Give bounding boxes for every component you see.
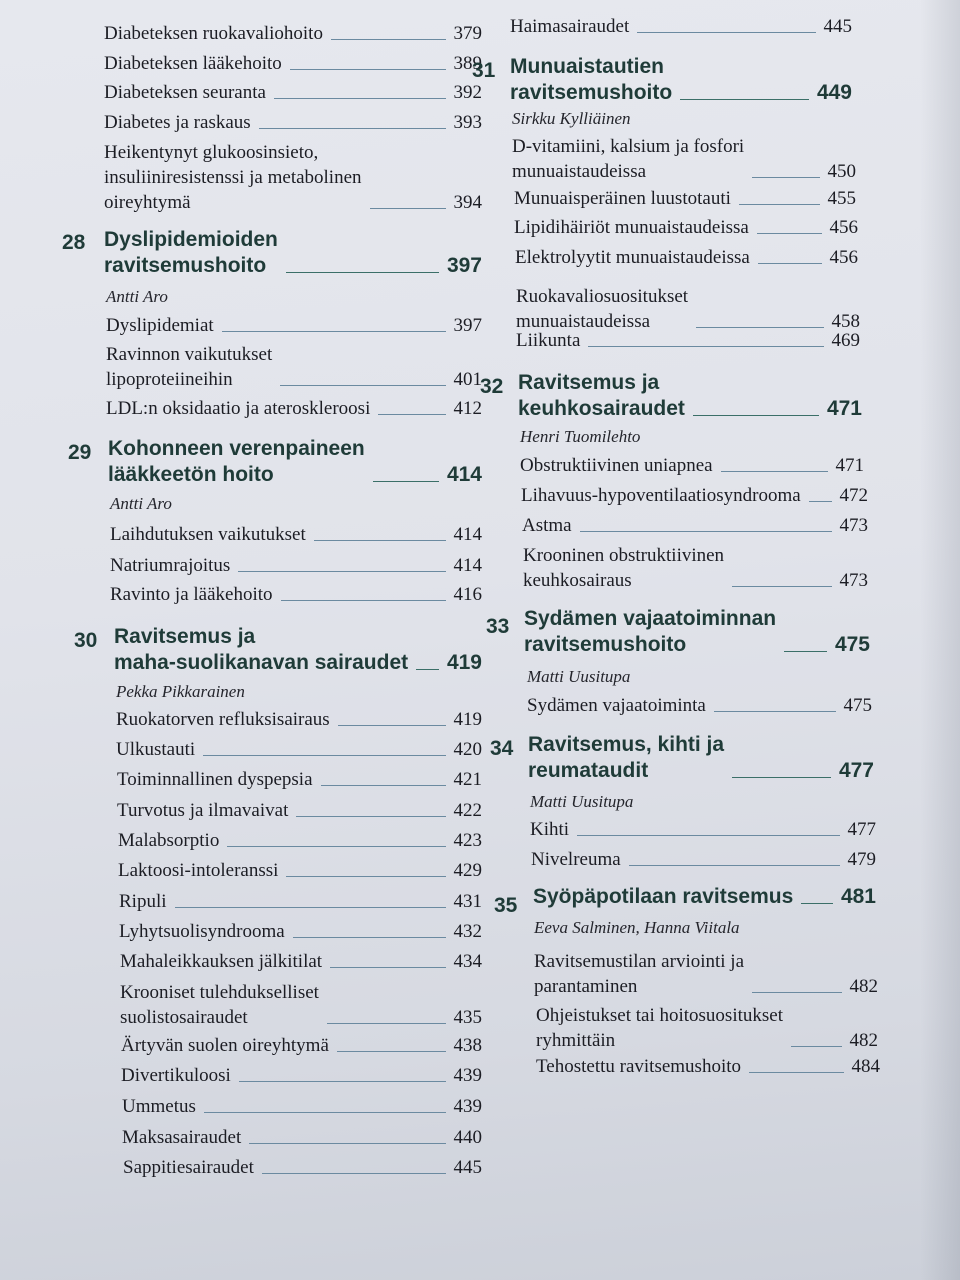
toc-entry: [117, 798, 482, 823]
toc-entry: [522, 513, 868, 538]
chapter-heading: [114, 624, 482, 676]
entry-page: 445: [453, 1157, 482, 1178]
toc-entry: [117, 767, 482, 792]
toc-entry: [530, 817, 876, 842]
entry-title: Krooniset tulehdukselliset suolistosairaudet: [120, 982, 319, 1028]
chapter-title: Syöpäpotilaan ravitsemus: [533, 885, 794, 908]
entry-leader-line: [337, 1051, 446, 1052]
entry-page: 397: [453, 315, 482, 336]
entry-page: 469: [831, 330, 860, 351]
toc-entry: [110, 582, 482, 607]
toc-entry: [514, 186, 856, 211]
chapter-number: 34: [490, 737, 514, 760]
entry-page: 393: [453, 112, 482, 133]
entry-title: Malabsorptio: [118, 830, 220, 851]
chapter-page: 477: [838, 759, 874, 782]
entry-page: 414: [453, 555, 482, 576]
toc-entry: [104, 110, 482, 135]
entry-leader-line: [281, 600, 446, 601]
toc-entry: [510, 14, 852, 39]
chapter-title: Dyslipidemioiden ravitsemushoito: [104, 228, 278, 277]
entry-title: Diabeteksen ruokavaliohoito: [104, 23, 323, 44]
entry-title: Mahaleikkauksen jälkitilat: [120, 951, 323, 972]
entry-page: 473: [839, 570, 868, 591]
toc-entry: [120, 949, 482, 974]
entry-leader-line: [259, 128, 446, 129]
chapter-page: 481: [840, 885, 876, 908]
entry-page: 439: [453, 1096, 482, 1117]
entry-page: 477: [847, 819, 876, 840]
entry-leader-line: [321, 785, 446, 786]
toc-entry: [122, 1094, 482, 1119]
entry-page: 429: [453, 860, 482, 881]
chapter-number: 33: [486, 615, 510, 638]
chapter-author: Pekka Pikkarainen: [116, 682, 245, 701]
page-edge-shadow: [920, 0, 960, 1280]
entry-title: Ruokavaliosuositukset munuaistaudeissa: [516, 286, 689, 332]
chapter-title: Ravitsemus, kihti ja reumataudit: [528, 733, 725, 782]
entry-leader-line: [290, 69, 446, 70]
entry-title: Maksasairaudet: [122, 1127, 242, 1148]
chapter-number: 35: [494, 894, 518, 917]
entry-title: Toiminnallinen dyspepsia: [117, 769, 313, 790]
entry-leader-line: [378, 414, 445, 415]
entry-page: 423: [453, 830, 482, 851]
chapter-leader-line: [373, 481, 439, 482]
toc-entry: [531, 847, 876, 872]
entry-title: Laihdutuksen vaikutukset: [110, 524, 306, 545]
entry-title: Obstruktiivinen uniapnea: [520, 455, 713, 476]
entry-title: Astma: [522, 515, 572, 536]
entry-page: 422: [453, 800, 482, 821]
entry-title: Ummetus: [122, 1096, 196, 1117]
entry-leader-line: [752, 992, 841, 993]
entry-page: 472: [839, 485, 868, 506]
entry-leader-line: [314, 540, 446, 541]
entry-title: Ravinnon vaikutukset lipoproteiineihin: [106, 344, 273, 390]
entry-leader-line: [739, 204, 820, 205]
toc-entry: [512, 134, 856, 184]
entry-title: Krooninen obstruktiivinen keuhkosairaus: [523, 545, 725, 591]
toc-entry: [119, 889, 482, 914]
entry-title: Diabetes ja raskaus: [104, 112, 251, 133]
entry-leader-line: [296, 816, 445, 817]
toc-entry: [123, 1155, 482, 1180]
chapter-leader-line: [286, 272, 439, 273]
entry-title: Turvotus ja ilmavaivat: [117, 800, 289, 821]
chapter-title: Sydämen vajaatoiminnan ravitsemushoito: [524, 607, 777, 656]
chapter-leader-line: [416, 669, 439, 670]
toc-entry: [106, 342, 482, 392]
toc-entry: [534, 949, 878, 999]
entry-leader-line: [222, 331, 446, 332]
entry-title: Divertikuloosi: [121, 1065, 231, 1086]
toc-entry: [104, 80, 482, 105]
toc-entry: [119, 919, 482, 944]
toc-entry: [523, 543, 868, 593]
chapter-leader-line: [732, 777, 831, 778]
entry-title: Tehostettu ravitsemushoito: [536, 1056, 742, 1077]
entry-page: 471: [835, 455, 864, 476]
entry-page: 438: [453, 1035, 482, 1056]
entry-leader-line: [791, 1046, 842, 1047]
entry-page: 392: [453, 82, 482, 103]
entry-page: 458: [831, 311, 860, 332]
entry-title: Ruokatorven refluksisairaus: [116, 709, 330, 730]
entry-title: Ravitsemustilan arviointi ja parantaminen: [534, 951, 745, 997]
chapter-page: 471: [826, 397, 862, 420]
entry-title: Nivelreuma: [531, 849, 621, 870]
entry-title: Ravinto ja lääkehoito: [110, 584, 273, 605]
chapter-heading: [108, 436, 482, 488]
chapter-page: 475: [834, 633, 870, 656]
entry-page: 450: [827, 161, 856, 182]
entry-title: Ärtyvän suolen oireyhtymä: [121, 1035, 329, 1056]
toc-entry: [514, 215, 858, 240]
toc-entry: [516, 328, 860, 353]
entry-title: Sydämen vajaatoiminta: [527, 695, 706, 716]
entry-leader-line: [714, 711, 836, 712]
entry-title: Elektrolyytit munuaistaudeissa: [515, 247, 750, 268]
entry-page: 401: [453, 369, 482, 390]
entry-leader-line: [338, 725, 446, 726]
entry-leader-line: [757, 233, 822, 234]
toc-entry: [106, 396, 482, 421]
entry-leader-line: [327, 1023, 446, 1024]
entry-title: Heikentynyt glukoosinsieto, insuliiniresistenssi ja metabolinen oireyhtymä: [104, 142, 362, 213]
entry-page: 414: [453, 524, 482, 545]
entry-page: 434: [453, 951, 482, 972]
entry-page: 439: [453, 1065, 482, 1086]
chapter-title: Kohonneen verenpaineen lääkkeetön hoito: [108, 437, 365, 486]
chapter-heading: [533, 884, 876, 910]
chapter-heading: [524, 606, 870, 658]
entry-leader-line: [721, 471, 828, 472]
toc-entry: [116, 707, 482, 732]
toc-entry: [520, 453, 864, 478]
entry-title: LDL:n oksidaatio ja ateroskleroosi: [106, 398, 371, 419]
chapter-author: Antti Aro: [110, 494, 172, 513]
chapter-number: 32: [480, 375, 504, 398]
toc-entry: [110, 553, 482, 578]
entry-page: 435: [453, 1007, 482, 1028]
entry-leader-line: [758, 263, 822, 264]
entry-title: Haimasairaudet: [510, 16, 630, 37]
entry-title: Lihavuus-hypoventilaatiosyndrooma: [521, 485, 801, 506]
entry-leader-line: [577, 835, 839, 836]
entry-title: Natriumrajoitus: [110, 555, 231, 576]
toc-entry: [536, 1054, 880, 1079]
entry-title: Lyhytsuolisyndrooma: [119, 921, 285, 942]
toc-entry: [104, 51, 482, 76]
toc-entry: [521, 483, 868, 508]
entry-leader-line: [580, 531, 832, 532]
toc-entry: [536, 1003, 878, 1053]
entry-page: 421: [453, 769, 482, 790]
entry-title: Diabeteksen lääkehoito: [104, 53, 282, 74]
entry-title: Ripuli: [119, 891, 167, 912]
entry-title: D-vitamiini, kalsium ja fosfori munuaistaudeissa: [512, 136, 745, 182]
entry-leader-line: [752, 177, 819, 178]
toc-entry: [516, 284, 860, 334]
entry-leader-line: [370, 208, 446, 209]
chapter-page: 419: [446, 651, 482, 674]
entry-title: Diabeteksen seuranta: [104, 82, 266, 103]
entry-leader-line: [262, 1173, 446, 1174]
entry-page: 475: [843, 695, 872, 716]
entry-leader-line: [286, 876, 445, 877]
entry-leader-line: [588, 346, 823, 347]
chapter-author: Henri Tuomilehto: [520, 427, 641, 446]
entry-title: Dyslipidemiat: [106, 315, 214, 336]
entry-page: 482: [849, 976, 878, 997]
chapter-leader-line: [680, 99, 809, 100]
entry-leader-line: [330, 967, 445, 968]
toc-entry: [106, 313, 482, 338]
chapter-page: 397: [446, 254, 482, 277]
chapter-leader-line: [784, 651, 827, 652]
toc-entry: [515, 245, 858, 270]
entry-leader-line: [249, 1143, 445, 1144]
toc-entry: [104, 140, 482, 215]
chapter-page: 414: [446, 463, 482, 486]
entry-leader-line: [239, 1081, 446, 1082]
chapter-heading: [528, 732, 874, 784]
toc-entry: [116, 737, 482, 762]
entry-leader-line: [293, 937, 446, 938]
chapter-heading: [104, 227, 482, 279]
entry-leader-line: [637, 32, 815, 33]
entry-page: 440: [453, 1127, 482, 1148]
entry-title: Ulkustauti: [116, 739, 196, 760]
entry-page: 456: [829, 247, 858, 268]
entry-title: Laktoosi-intoleranssi: [118, 860, 279, 881]
chapter-heading: [518, 370, 862, 422]
toc-entry: [118, 858, 482, 883]
entry-page: 445: [823, 16, 852, 37]
chapter-author: Antti Aro: [106, 287, 168, 306]
chapter-page: 449: [816, 81, 852, 104]
chapter-author: Sirkku Kylliäinen: [512, 109, 631, 128]
chapter-author: Matti Uusitupa: [527, 667, 631, 686]
entry-leader-line: [749, 1072, 843, 1073]
toc-entry: [121, 1063, 482, 1088]
entry-page: 416: [453, 584, 482, 605]
entry-title: Munuaisperäinen luustotauti: [514, 188, 731, 209]
toc-entry: [120, 980, 482, 1030]
entry-page: 394: [453, 192, 482, 213]
chapter-number: 31: [472, 59, 496, 82]
entry-leader-line: [175, 907, 446, 908]
chapter-leader-line: [693, 415, 819, 416]
chapter-title: Ravitsemus ja keuhkosairaudet: [518, 371, 685, 420]
toc-entry: [122, 1125, 482, 1150]
chapter-number: 30: [74, 629, 98, 652]
entry-page: 389: [453, 53, 482, 74]
entry-page: 379: [453, 23, 482, 44]
entry-page: 432: [453, 921, 482, 942]
entry-leader-line: [331, 39, 446, 40]
entry-leader-line: [227, 846, 445, 847]
entry-leader-line: [280, 385, 445, 386]
entry-page: 420: [453, 739, 482, 760]
entry-page: 412: [453, 398, 482, 419]
chapter-heading: [510, 54, 852, 106]
toc-entry: [121, 1033, 482, 1058]
entry-page: 482: [849, 1030, 878, 1051]
entry-leader-line: [274, 98, 446, 99]
toc-entry: [110, 522, 482, 547]
entry-title: Kihti: [530, 819, 570, 840]
toc-entry: [118, 828, 482, 853]
entry-leader-line: [809, 501, 832, 502]
entry-page: 456: [829, 217, 858, 238]
entry-leader-line: [203, 755, 445, 756]
entry-leader-line: [204, 1112, 446, 1113]
entry-title: Sappitiesairaudet: [123, 1157, 254, 1178]
entry-title: Liikunta: [516, 330, 581, 351]
chapter-author: Eeva Salminen, Hanna Viitala: [534, 918, 740, 937]
chapter-author: Matti Uusitupa: [530, 792, 634, 811]
chapter-number: 29: [68, 441, 92, 464]
entry-page: 455: [827, 188, 856, 209]
entry-page: 431: [453, 891, 482, 912]
chapter-title: Munuaistautien ravitsemushoito: [510, 55, 673, 104]
entry-title: Ohjeistukset tai hoitosuositukset ryhmittäin: [536, 1005, 783, 1051]
entry-page: 419: [453, 709, 482, 730]
entry-leader-line: [238, 571, 445, 572]
entry-page: 484: [851, 1056, 880, 1077]
chapter-number: 28: [62, 231, 86, 254]
entry-leader-line: [732, 586, 831, 587]
chapter-leader-line: [801, 903, 833, 904]
toc-entry: [527, 693, 872, 718]
entry-title: Lipidihäiriöt munuaistaudeissa: [514, 217, 749, 238]
entry-leader-line: [629, 865, 840, 866]
entry-page: 479: [847, 849, 876, 870]
entry-page: 473: [839, 515, 868, 536]
toc-entry: [104, 21, 482, 46]
chapter-title: Ravitsemus ja maha-suolikanavan sairaudet: [114, 625, 409, 674]
